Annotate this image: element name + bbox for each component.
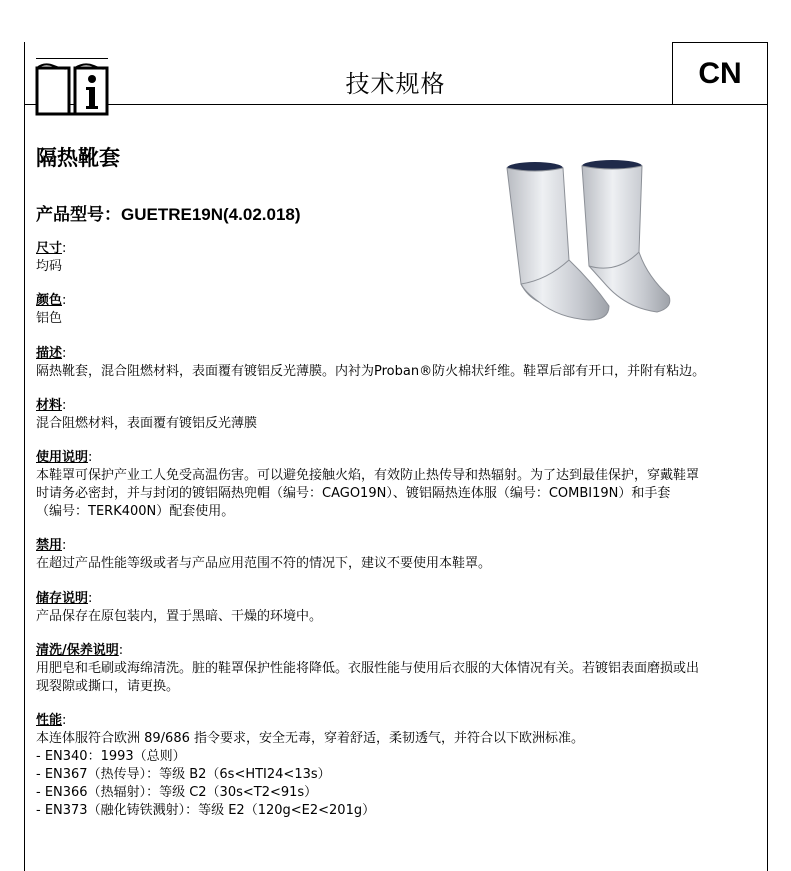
size-heading: 尺寸 [36,241,63,256]
header-divider [24,104,767,105]
material-heading: 材料 [36,398,63,413]
performance-line: - EN373（融化铸铁溅射）：等级 E2（120g<E2<201g） [36,803,376,818]
size-value: 均码 [36,259,63,274]
storage-heading: 储存说明 [36,591,89,606]
description-section [36,345,758,381]
size-colon: : [62,241,67,256]
usage-section [36,449,758,521]
prohibited-text: 在超过产品性能等级或者与产品应用范围不符的情况下，建议不要使用本鞋罩。 [36,556,492,571]
model-code: GUETRE19N(4.02.018) [121,205,301,224]
usage-line: 本鞋罩可保护产业工人免受高温伤害。可以避免接触火焰，有效防止热传导和热辐射。为了达到最佳保护，穿戴鞋罩 [36,468,700,483]
material-text: 混合阻燃材料，表面覆有镀铝反光薄膜 [36,416,258,431]
care-section [36,642,758,696]
performance-line: 本连体服符合欧洲 89/686 指令要求，安全无毒，穿着舒适，柔韧透气，并符合以下欧洲标准。 [36,731,585,746]
product-name: 隔热靴套 [36,146,120,170]
performance-line: - EN366（热辐射）：等级 C2（30s<T2<91s） [36,785,318,800]
usage-colon: : [88,450,93,465]
material-colon: : [62,398,67,413]
icon-top-rule [36,58,108,59]
color-heading: 颜色 [36,293,63,308]
performance-section [36,712,758,820]
care-heading: 清洗/保养说明 [36,643,119,658]
usage-line: （编号：TERK400N）配套使用。 [36,504,235,519]
color-value: 铝色 [36,311,63,326]
performance-colon: : [62,713,67,728]
description-text: 隔热靴套，混合阻燃材料，表面覆有镀铝反光薄膜。内衬为Proban®防火棉状纤维。鞋罩后部有开口，并附有粘边。 [36,364,706,379]
storage-colon: : [88,591,93,606]
prohibited-heading: 禁用 [36,538,63,553]
model-label: 产品型号： [36,205,121,225]
description-heading: 描述 [36,346,63,361]
material-section [36,397,758,433]
storage-text: 产品保存在原包装内，置于黑暗、干燥的环境中。 [36,609,323,624]
size-section [36,240,758,276]
page-title: 技术规格 [345,70,446,98]
product-model [36,200,301,225]
usage-heading: 使用说明 [36,450,89,465]
prohibited-colon: : [62,538,67,553]
color-section [36,292,758,328]
prohibited-section [36,537,758,573]
usage-line: 时请务必密封，并与封闭的镀铝隔热兜帽（编号：CAGO19N）、镀铝隔热连体服（编号：COMBI19N）和手套 [36,486,671,501]
care-line: 用肥皂和毛刷或海绵清洗。脏的鞋罩保护性能将降低。衣服性能与使用后衣服的大体情况有关。若镀铝表面磨损或出 [36,661,700,676]
care-colon: : [118,643,124,658]
language-code-badge: CN [672,42,767,105]
color-colon: : [62,293,67,308]
care-line: 现裂隙或撕口，请更换。 [36,679,180,694]
performance-line: - EN340：1993（总则） [36,749,186,764]
performance-heading: 性能 [36,713,63,728]
performance-line: - EN367（热传导）：等级 B2（6s<HTI24<13s） [36,767,331,782]
description-colon: : [62,346,67,361]
storage-section [36,590,758,626]
